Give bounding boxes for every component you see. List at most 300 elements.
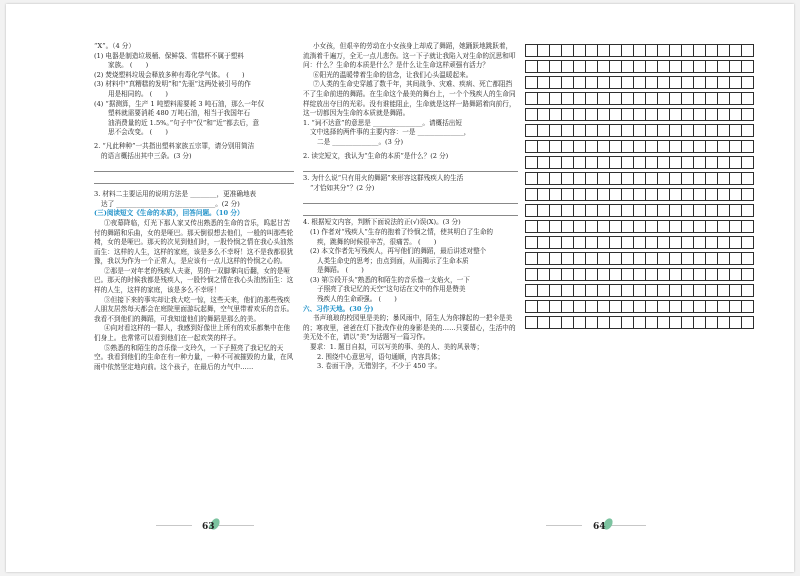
grid-cell[interactable] (598, 285, 610, 297)
grid-cell[interactable] (550, 157, 562, 169)
grid-cell[interactable] (730, 157, 742, 169)
grid-cell[interactable] (538, 301, 550, 313)
grid-cell[interactable] (622, 205, 634, 217)
grid-cell[interactable] (670, 221, 682, 233)
grid-cell[interactable] (742, 221, 754, 233)
grid-cell[interactable] (526, 77, 538, 89)
grid-cell[interactable] (550, 253, 562, 265)
grid-cell[interactable] (538, 45, 550, 57)
grid-cell[interactable] (730, 93, 742, 105)
grid-cell[interactable] (658, 317, 670, 329)
grid-cell[interactable] (670, 205, 682, 217)
answer-line[interactable] (303, 206, 518, 216)
grid-cell[interactable] (706, 205, 718, 217)
grid-cell[interactable] (526, 125, 538, 137)
grid-cell[interactable] (670, 301, 682, 313)
grid-cell[interactable] (610, 189, 622, 201)
grid-cell[interactable] (586, 221, 598, 233)
grid-cell[interactable] (658, 45, 670, 57)
grid-cell[interactable] (610, 77, 622, 89)
grid-cell[interactable] (574, 205, 586, 217)
grid-cell[interactable] (658, 125, 670, 137)
grid-cell[interactable] (586, 125, 598, 137)
grid-cell[interactable] (730, 61, 742, 73)
grid-cell[interactable] (646, 45, 658, 57)
grid-cell[interactable] (706, 125, 718, 137)
grid-cell[interactable] (622, 237, 634, 249)
grid-cell[interactable] (706, 253, 718, 265)
grid-cell[interactable] (742, 109, 754, 121)
grid-cell[interactable] (538, 141, 550, 153)
grid-cell[interactable] (706, 173, 718, 185)
grid-cell[interactable] (670, 285, 682, 297)
grid-cell[interactable] (718, 317, 730, 329)
grid-cell[interactable] (718, 141, 730, 153)
grid-cell[interactable] (598, 157, 610, 169)
grid-cell[interactable] (670, 61, 682, 73)
grid-cell[interactable] (694, 205, 706, 217)
grid-cell[interactable] (646, 141, 658, 153)
grid-cell[interactable] (538, 285, 550, 297)
grid-cell[interactable] (562, 45, 574, 57)
grid-cell[interactable] (706, 301, 718, 313)
grid-cell[interactable] (730, 77, 742, 89)
grid-cell[interactable] (610, 61, 622, 73)
grid-cell[interactable] (634, 157, 646, 169)
grid-cell[interactable] (670, 157, 682, 169)
grid-cell[interactable] (574, 237, 586, 249)
grid-cell[interactable] (598, 77, 610, 89)
grid-cell[interactable] (550, 77, 562, 89)
grid-cell[interactable] (538, 125, 550, 137)
grid-cell[interactable] (622, 157, 634, 169)
grid-cell[interactable] (562, 253, 574, 265)
grid-cell[interactable] (646, 301, 658, 313)
grid-cell[interactable] (610, 253, 622, 265)
grid-cell[interactable] (538, 173, 550, 185)
grid-cell[interactable] (730, 237, 742, 249)
grid-cell[interactable] (706, 317, 718, 329)
grid-cell[interactable] (730, 269, 742, 281)
grid-cell[interactable] (658, 141, 670, 153)
grid-cell[interactable] (634, 301, 646, 313)
grid-cell[interactable] (574, 269, 586, 281)
grid-cell[interactable] (694, 125, 706, 137)
grid-cell[interactable] (718, 157, 730, 169)
grid-cell[interactable] (562, 285, 574, 297)
grid-cell[interactable] (586, 173, 598, 185)
grid-cell[interactable] (682, 301, 694, 313)
grid-cell[interactable] (586, 285, 598, 297)
grid-cell[interactable] (718, 253, 730, 265)
grid-cell[interactable] (598, 189, 610, 201)
grid-cell[interactable] (706, 157, 718, 169)
grid-cell[interactable] (562, 269, 574, 281)
grid-cell[interactable] (658, 109, 670, 121)
grid-cell[interactable] (670, 77, 682, 89)
grid-cell[interactable] (598, 269, 610, 281)
grid-cell[interactable] (646, 157, 658, 169)
grid-cell[interactable] (598, 61, 610, 73)
grid-cell[interactable] (706, 237, 718, 249)
grid-cell[interactable] (706, 61, 718, 73)
grid-cell[interactable] (670, 125, 682, 137)
grid-cell[interactable] (634, 173, 646, 185)
grid-cell[interactable] (622, 45, 634, 57)
grid-cell[interactable] (526, 141, 538, 153)
grid-cell[interactable] (742, 157, 754, 169)
grid-cell[interactable] (670, 317, 682, 329)
grid-cell[interactable] (730, 125, 742, 137)
grid-cell[interactable] (550, 285, 562, 297)
grid-cell[interactable] (730, 141, 742, 153)
grid-cell[interactable] (670, 45, 682, 57)
grid-cell[interactable] (682, 317, 694, 329)
grid-cell[interactable] (586, 205, 598, 217)
grid-cell[interactable] (742, 77, 754, 89)
grid-cell[interactable] (610, 317, 622, 329)
grid-cell[interactable] (538, 61, 550, 73)
grid-cell[interactable] (742, 189, 754, 201)
grid-cell[interactable] (574, 189, 586, 201)
grid-cell[interactable] (670, 109, 682, 121)
grid-cell[interactable] (586, 77, 598, 89)
grid-cell[interactable] (706, 269, 718, 281)
grid-cell[interactable] (622, 285, 634, 297)
grid-cell[interactable] (574, 285, 586, 297)
grid-cell[interactable] (550, 237, 562, 249)
grid-cell[interactable] (670, 237, 682, 249)
grid-cell[interactable] (538, 237, 550, 249)
grid-cell[interactable] (538, 221, 550, 233)
grid-cell[interactable] (682, 173, 694, 185)
grid-cell[interactable] (658, 77, 670, 89)
grid-cell[interactable] (562, 77, 574, 89)
grid-cell[interactable] (646, 125, 658, 137)
grid-cell[interactable] (742, 173, 754, 185)
grid-cell[interactable] (682, 285, 694, 297)
grid-cell[interactable] (646, 269, 658, 281)
grid-cell[interactable] (526, 285, 538, 297)
grid-cell[interactable] (730, 253, 742, 265)
grid-cell[interactable] (706, 45, 718, 57)
grid-cell[interactable] (586, 317, 598, 329)
grid-cell[interactable] (646, 61, 658, 73)
grid-cell[interactable] (622, 269, 634, 281)
grid-cell[interactable] (538, 253, 550, 265)
grid-cell[interactable] (670, 93, 682, 105)
grid-cell[interactable] (622, 93, 634, 105)
grid-cell[interactable] (670, 141, 682, 153)
grid-cell[interactable] (562, 157, 574, 169)
grid-cell[interactable] (718, 205, 730, 217)
grid-cell[interactable] (550, 173, 562, 185)
grid-cell[interactable] (682, 205, 694, 217)
grid-cell[interactable] (598, 221, 610, 233)
grid-cell[interactable] (634, 317, 646, 329)
grid-cell[interactable] (598, 45, 610, 57)
grid-cell[interactable] (634, 77, 646, 89)
grid-cell[interactable] (574, 77, 586, 89)
grid-cell[interactable] (622, 221, 634, 233)
grid-cell[interactable] (742, 205, 754, 217)
grid-cell[interactable] (574, 317, 586, 329)
grid-cell[interactable] (550, 109, 562, 121)
grid-cell[interactable] (634, 205, 646, 217)
grid-cell[interactable] (526, 253, 538, 265)
grid-cell[interactable] (658, 157, 670, 169)
grid-cell[interactable] (574, 221, 586, 233)
grid-cell[interactable] (646, 109, 658, 121)
grid-cell[interactable] (730, 317, 742, 329)
grid-cell[interactable] (730, 173, 742, 185)
grid-cell[interactable] (694, 157, 706, 169)
grid-cell[interactable] (742, 253, 754, 265)
grid-cell[interactable] (658, 189, 670, 201)
grid-cell[interactable] (586, 61, 598, 73)
grid-cell[interactable] (682, 237, 694, 249)
grid-cell[interactable] (634, 61, 646, 73)
grid-cell[interactable] (730, 109, 742, 121)
grid-cell[interactable] (670, 269, 682, 281)
grid-cell[interactable] (742, 317, 754, 329)
grid-cell[interactable] (526, 237, 538, 249)
grid-cell[interactable] (634, 237, 646, 249)
grid-cell[interactable] (562, 237, 574, 249)
answer-line[interactable] (303, 162, 518, 172)
grid-cell[interactable] (562, 109, 574, 121)
grid-cell[interactable] (706, 285, 718, 297)
grid-cell[interactable] (682, 157, 694, 169)
grid-cell[interactable] (634, 189, 646, 201)
grid-cell[interactable] (718, 45, 730, 57)
grid-cell[interactable] (658, 205, 670, 217)
grid-cell[interactable] (598, 301, 610, 313)
grid-cell[interactable] (610, 237, 622, 249)
grid-cell[interactable] (742, 269, 754, 281)
grid-cell[interactable] (634, 269, 646, 281)
grid-cell[interactable] (742, 285, 754, 297)
grid-cell[interactable] (742, 301, 754, 313)
grid-cell[interactable] (610, 173, 622, 185)
grid-cell[interactable] (610, 285, 622, 297)
grid-cell[interactable] (598, 253, 610, 265)
grid-cell[interactable] (646, 93, 658, 105)
grid-cell[interactable] (550, 205, 562, 217)
grid-cell[interactable] (646, 173, 658, 185)
grid-cell[interactable] (682, 77, 694, 89)
grid-cell[interactable] (526, 205, 538, 217)
grid-cell[interactable] (742, 45, 754, 57)
grid-cell[interactable] (526, 173, 538, 185)
grid-cell[interactable] (706, 109, 718, 121)
grid-cell[interactable] (538, 157, 550, 169)
grid-cell[interactable] (526, 221, 538, 233)
grid-cell[interactable] (694, 93, 706, 105)
grid-cell[interactable] (562, 205, 574, 217)
grid-cell[interactable] (610, 125, 622, 137)
grid-cell[interactable] (610, 45, 622, 57)
grid-cell[interactable] (718, 61, 730, 73)
grid-cell[interactable] (682, 189, 694, 201)
grid-cell[interactable] (550, 93, 562, 105)
grid-cell[interactable] (562, 173, 574, 185)
grid-cell[interactable] (538, 77, 550, 89)
grid-cell[interactable] (610, 205, 622, 217)
grid-cell[interactable] (658, 301, 670, 313)
grid-cell[interactable] (574, 45, 586, 57)
grid-cell[interactable] (622, 77, 634, 89)
grid-cell[interactable] (706, 93, 718, 105)
grid-cell[interactable] (574, 157, 586, 169)
grid-cell[interactable] (634, 93, 646, 105)
grid-cell[interactable] (646, 285, 658, 297)
grid-cell[interactable] (694, 189, 706, 201)
grid-cell[interactable] (538, 189, 550, 201)
grid-cell[interactable] (646, 205, 658, 217)
grid-cell[interactable] (634, 221, 646, 233)
grid-cell[interactable] (526, 301, 538, 313)
grid-cell[interactable] (670, 189, 682, 201)
grid-cell[interactable] (646, 317, 658, 329)
grid-cell[interactable] (538, 93, 550, 105)
grid-cell[interactable] (586, 93, 598, 105)
grid-cell[interactable] (526, 269, 538, 281)
grid-cell[interactable] (670, 173, 682, 185)
grid-cell[interactable] (526, 61, 538, 73)
grid-cell[interactable] (718, 93, 730, 105)
grid-cell[interactable] (694, 237, 706, 249)
grid-cell[interactable] (634, 285, 646, 297)
grid-cell[interactable] (718, 173, 730, 185)
grid-cell[interactable] (526, 317, 538, 329)
grid-cell[interactable] (742, 141, 754, 153)
grid-cell[interactable] (622, 109, 634, 121)
grid-cell[interactable] (646, 221, 658, 233)
grid-cell[interactable] (682, 93, 694, 105)
grid-cell[interactable] (634, 141, 646, 153)
grid-cell[interactable] (526, 109, 538, 121)
grid-cell[interactable] (646, 237, 658, 249)
grid-cell[interactable] (718, 109, 730, 121)
grid-cell[interactable] (598, 125, 610, 137)
grid-cell[interactable] (706, 77, 718, 89)
grid-cell[interactable] (682, 269, 694, 281)
grid-cell[interactable] (682, 45, 694, 57)
grid-cell[interactable] (622, 173, 634, 185)
grid-cell[interactable] (646, 253, 658, 265)
grid-cell[interactable] (730, 45, 742, 57)
grid-cell[interactable] (706, 141, 718, 153)
grid-cell[interactable] (538, 269, 550, 281)
grid-cell[interactable] (658, 93, 670, 105)
grid-cell[interactable] (622, 125, 634, 137)
answer-line[interactable] (94, 162, 294, 172)
grid-cell[interactable] (574, 93, 586, 105)
grid-cell[interactable] (622, 61, 634, 73)
grid-cell[interactable] (658, 61, 670, 73)
grid-cell[interactable] (538, 205, 550, 217)
grid-cell[interactable] (610, 109, 622, 121)
grid-cell[interactable] (718, 221, 730, 233)
grid-cell[interactable] (682, 61, 694, 73)
answer-line[interactable] (303, 194, 518, 204)
grid-cell[interactable] (610, 157, 622, 169)
grid-cell[interactable] (586, 141, 598, 153)
grid-cell[interactable] (622, 301, 634, 313)
grid-cell[interactable] (682, 125, 694, 137)
grid-cell[interactable] (634, 109, 646, 121)
grid-cell[interactable] (586, 269, 598, 281)
grid-cell[interactable] (550, 189, 562, 201)
grid-cell[interactable] (694, 141, 706, 153)
grid-cell[interactable] (694, 301, 706, 313)
grid-cell[interactable] (646, 189, 658, 201)
grid-cell[interactable] (562, 93, 574, 105)
grid-cell[interactable] (550, 45, 562, 57)
grid-cell[interactable] (742, 237, 754, 249)
grid-cell[interactable] (598, 109, 610, 121)
grid-cell[interactable] (562, 141, 574, 153)
grid-cell[interactable] (658, 285, 670, 297)
grid-cell[interactable] (550, 221, 562, 233)
grid-cell[interactable] (574, 301, 586, 313)
grid-cell[interactable] (586, 109, 598, 121)
grid-cell[interactable] (682, 253, 694, 265)
grid-cell[interactable] (718, 125, 730, 137)
grid-cell[interactable] (730, 205, 742, 217)
grid-cell[interactable] (718, 301, 730, 313)
answer-line[interactable] (94, 174, 294, 184)
grid-cell[interactable] (742, 93, 754, 105)
grid-cell[interactable] (658, 237, 670, 249)
grid-cell[interactable] (562, 125, 574, 137)
grid-cell[interactable] (562, 221, 574, 233)
grid-cell[interactable] (526, 189, 538, 201)
grid-cell[interactable] (706, 189, 718, 201)
grid-cell[interactable] (538, 317, 550, 329)
grid-cell[interactable] (634, 253, 646, 265)
grid-cell[interactable] (658, 253, 670, 265)
grid-cell[interactable] (718, 237, 730, 249)
grid-cell[interactable] (586, 157, 598, 169)
grid-cell[interactable] (718, 189, 730, 201)
grid-cell[interactable] (730, 285, 742, 297)
grid-cell[interactable] (550, 125, 562, 137)
grid-cell[interactable] (586, 253, 598, 265)
grid-cell[interactable] (550, 317, 562, 329)
grid-cell[interactable] (682, 221, 694, 233)
grid-cell[interactable] (730, 189, 742, 201)
grid-cell[interactable] (586, 189, 598, 201)
grid-cell[interactable] (658, 221, 670, 233)
grid-cell[interactable] (574, 141, 586, 153)
grid-cell[interactable] (694, 77, 706, 89)
grid-cell[interactable] (562, 301, 574, 313)
grid-cell[interactable] (622, 317, 634, 329)
grid-cell[interactable] (574, 125, 586, 137)
grid-cell[interactable] (694, 173, 706, 185)
grid-cell[interactable] (610, 93, 622, 105)
grid-cell[interactable] (718, 77, 730, 89)
grid-cell[interactable] (586, 237, 598, 249)
grid-cell[interactable] (550, 141, 562, 153)
grid-cell[interactable] (658, 269, 670, 281)
grid-cell[interactable] (622, 253, 634, 265)
grid-cell[interactable] (574, 109, 586, 121)
grid-cell[interactable] (622, 141, 634, 153)
grid-cell[interactable] (694, 253, 706, 265)
